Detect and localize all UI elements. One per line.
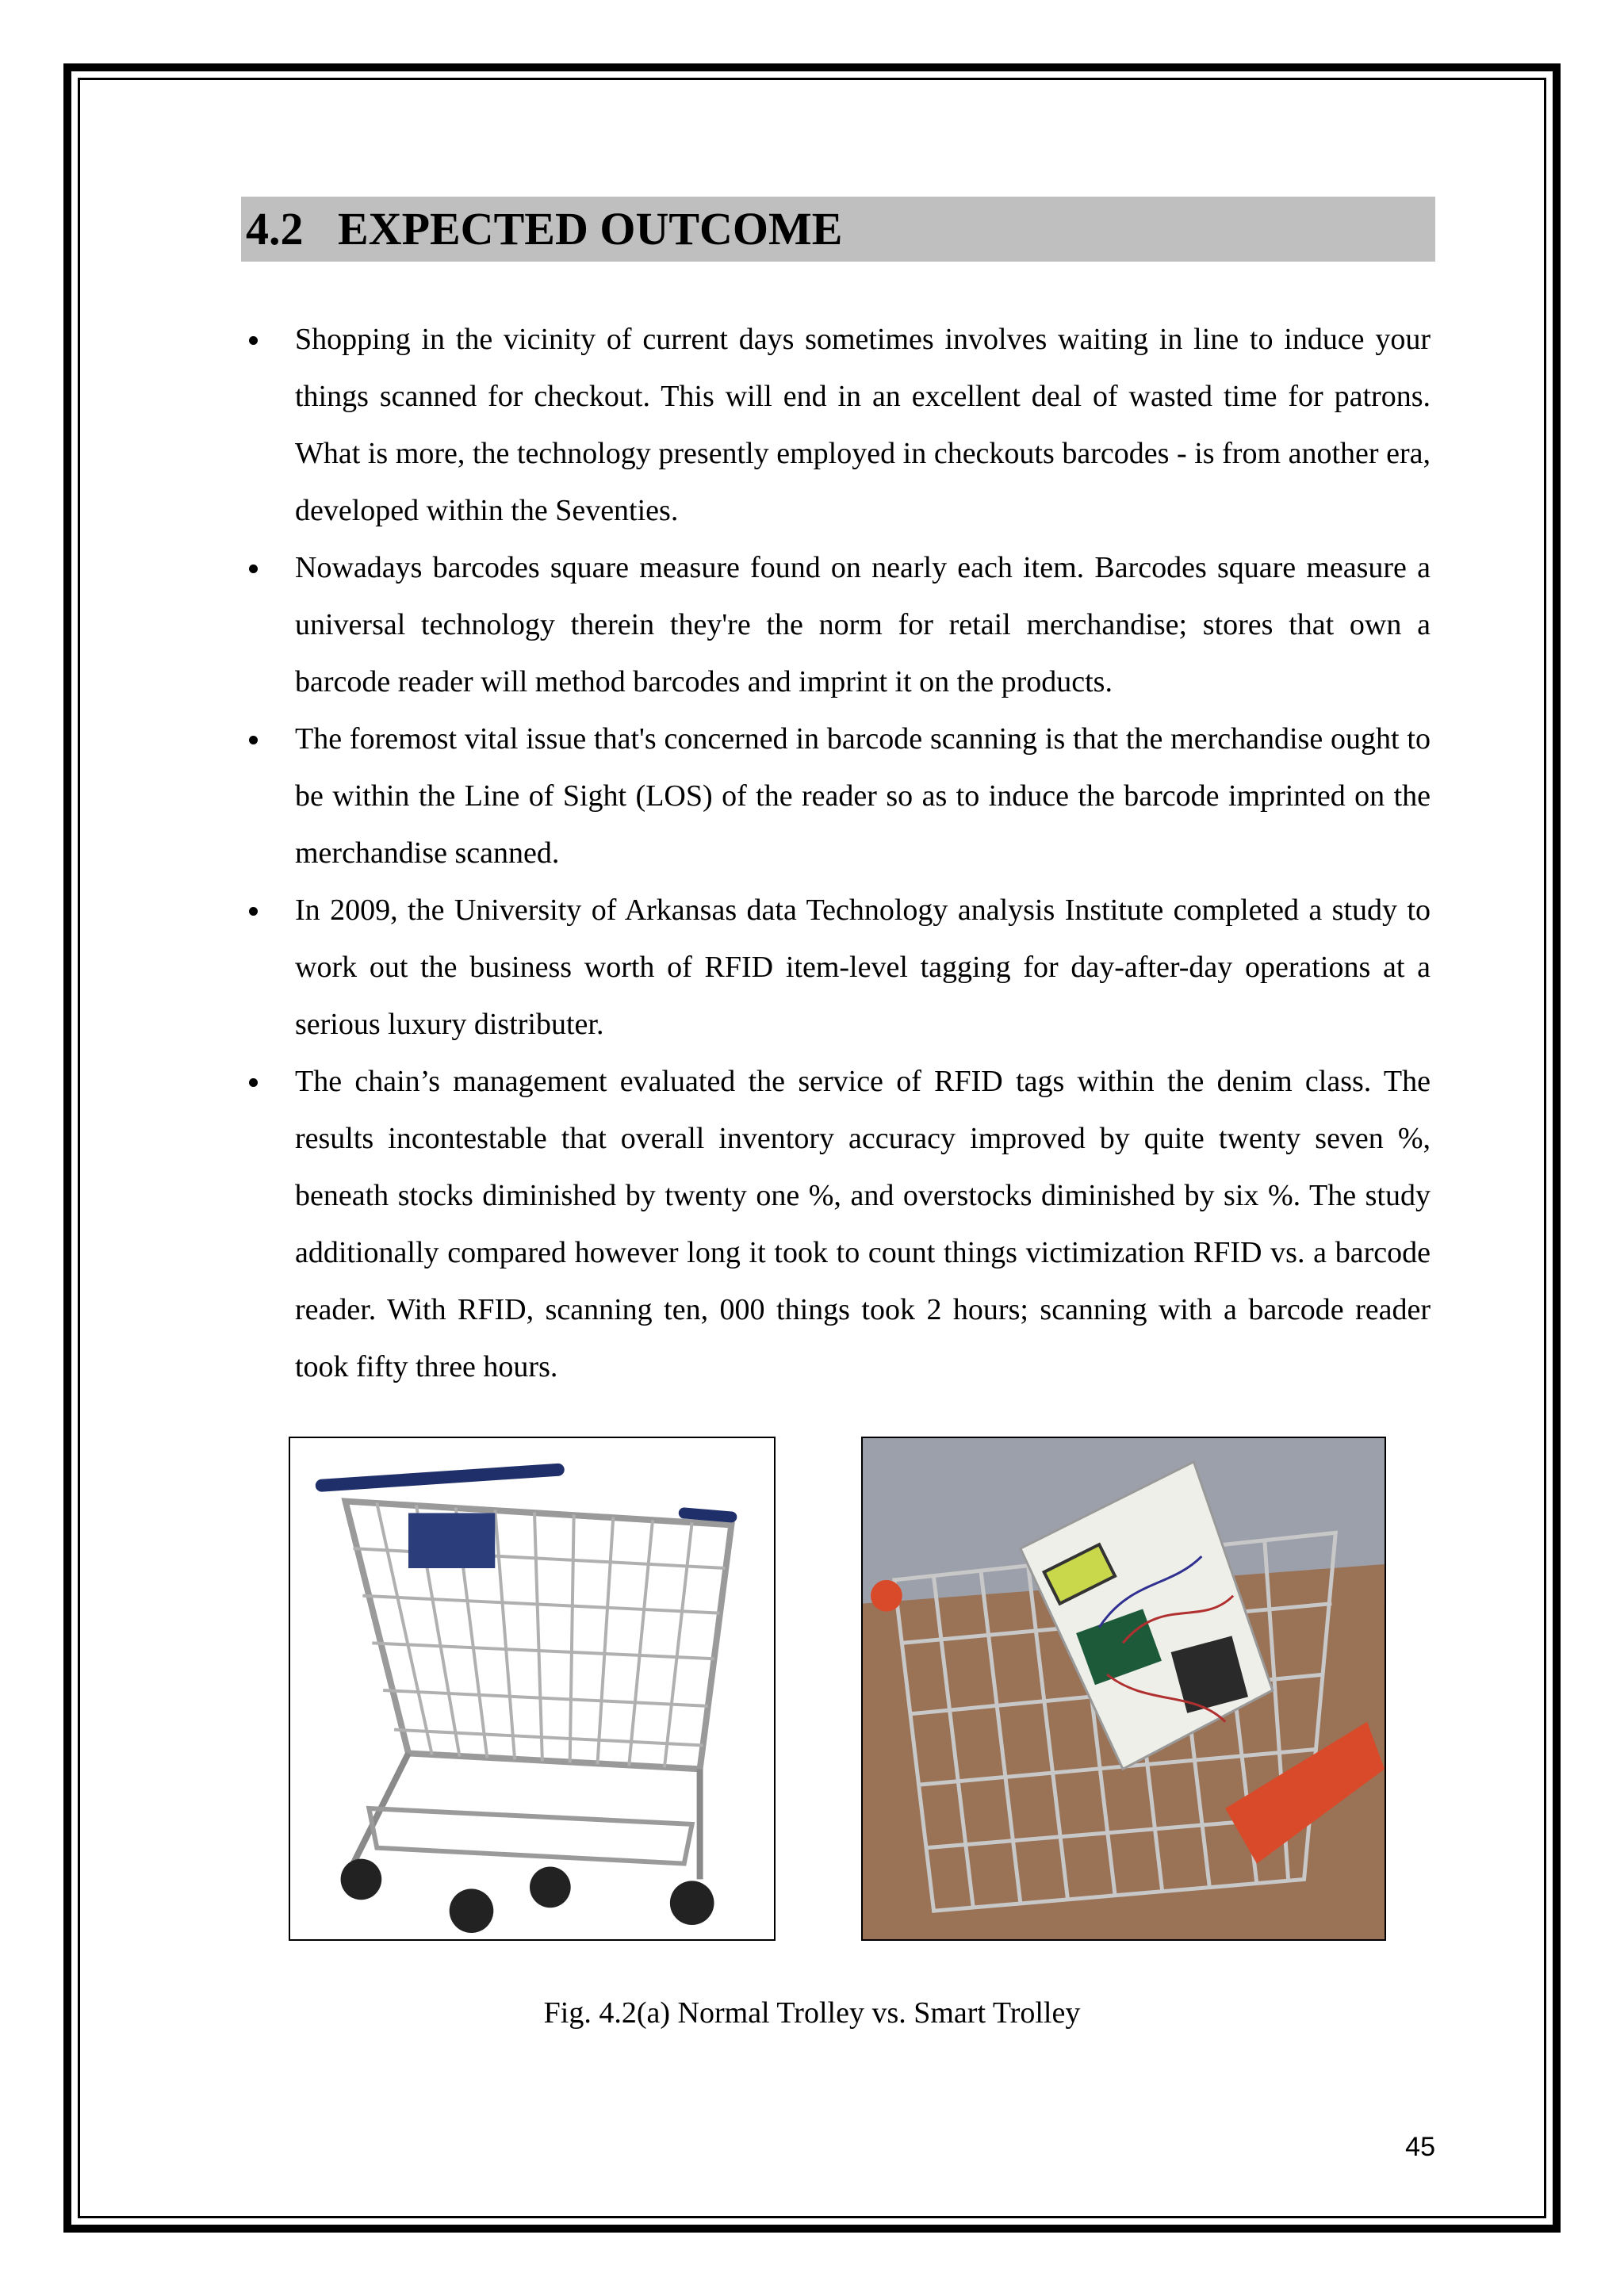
bullet-list	[241, 311, 1431, 1395]
bullet-item	[241, 710, 1431, 882]
bullet-item	[241, 311, 1431, 539]
bullet-icon	[249, 907, 258, 916]
page-number: 45	[1405, 2132, 1435, 2162]
figure-caption: Fig. 4.2(a) Normal Trolley vs. Smart Trolley	[543, 1996, 1081, 2030]
bullet-text: The foremost vital issue that's concerned in barcode scanning is that the merchandise ought to be within the Line of Sight (LOS) of the reader so as to induce the barcode imprinted on the merchandise scanned.	[295, 722, 1431, 870]
bullet-icon	[249, 336, 258, 345]
bullet-icon	[249, 564, 258, 573]
bullet-item	[241, 539, 1431, 710]
normal-trolley-photo	[289, 1437, 776, 1941]
bullet-text: The chain’s management evaluated the service of RFID tags within the denim class. The results incontestable that overall inventory accuracy improved by quite twenty seven %, beneath stocks diminished by twenty one %, and overstocks diminished by six %. The study additionally compared however long it took to count things victimization RFID vs. a barcode reader. With RFID, scanning ten, 000 things took 2 hours; scanning with a barcode reader took fifty three hours.	[295, 1065, 1431, 1383]
smart-cart-icon	[863, 1438, 1385, 1939]
bullet-item	[241, 882, 1431, 1053]
bullet-icon	[249, 736, 258, 744]
section-heading: 4.2 EXPECTED OUTCOME	[246, 203, 843, 254]
bullet-text: Nowadays barcodes square measure found on nearly each item. Barcodes square measure a universal technology therein they're the norm for retail merchandise; stores that own a barcode reader will method barcodes and imprint it on the products.	[295, 551, 1431, 698]
bullet-text: In 2009, the University of Arkansas data Technology analysis Institute completed a study to work out the business worth of RFID item-level tagging for day-after-day operations at a serious luxury distributer.	[295, 894, 1431, 1041]
bullet-text: Shopping in the vicinity of current days sometimes involves waiting in line to induce your things scanned for checkout. This will end in an excellent deal of wasted time for patrons. What is more, the technology presently employed in checkouts barcodes - is from another era, developed within the Seventies.	[295, 323, 1431, 527]
bullet-item	[241, 1053, 1431, 1395]
shopping-cart-icon	[290, 1438, 774, 1939]
smart-trolley-photo	[861, 1437, 1386, 1941]
bullet-icon	[249, 1078, 258, 1087]
